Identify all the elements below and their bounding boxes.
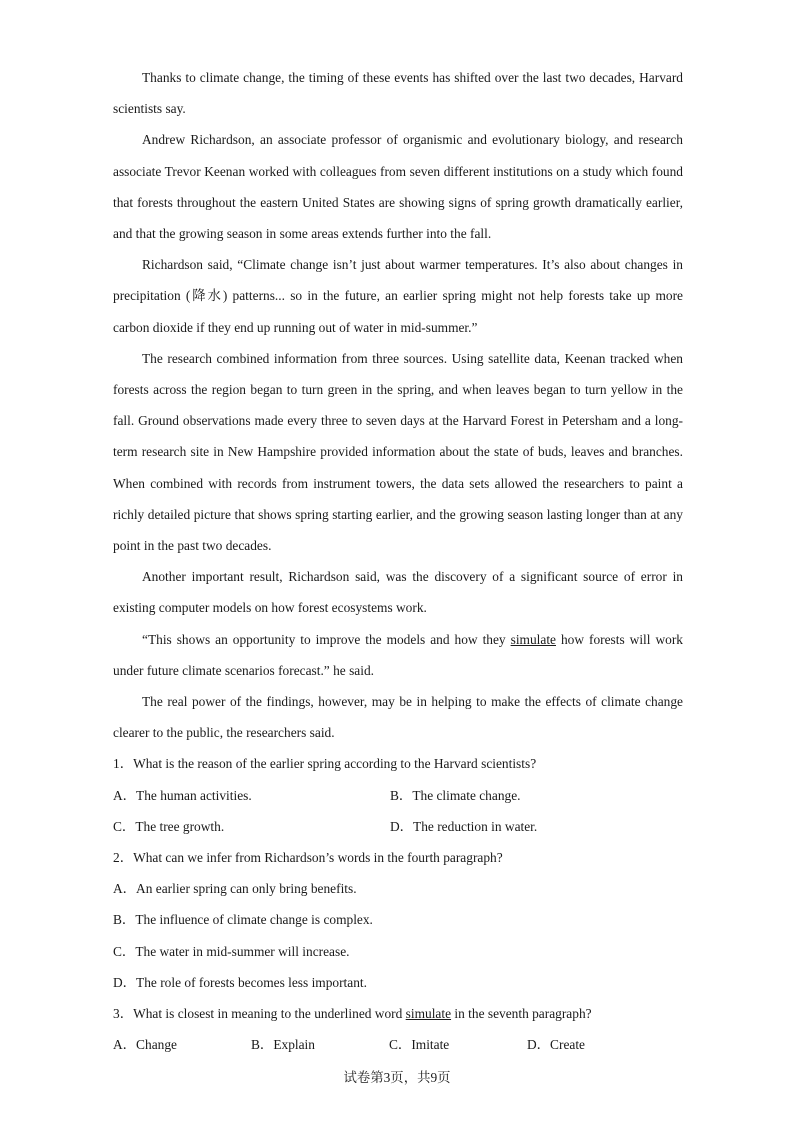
question-3-option-c: C．Imitate xyxy=(389,1037,450,1053)
question-2-option-a: A．An earlier spring can only bring benefits. xyxy=(113,881,357,897)
question-1-options-row-2 xyxy=(113,811,683,842)
question-3-option-a: A．Change xyxy=(113,1037,177,1053)
passage-paragraph-5: Another important result, Richardson said, was the discovery of a significant source of error in existing computer models on how forest ecosystems work. xyxy=(113,569,683,616)
question-1-option-b: B．The climate change. xyxy=(390,787,521,803)
p6-text-before: “This shows an opportunity to improve the models and how they xyxy=(142,631,511,647)
question-1-options-row-1 xyxy=(113,780,683,811)
question-3-option-d: D．Create xyxy=(527,1037,586,1053)
question-2-stem: 2．What can we infer from Richardson’s words in the fourth paragraph? xyxy=(113,850,503,866)
question-3-stem xyxy=(113,998,683,1029)
passage-paragraph-2: Andrew Richardson, an associate professor of organismic and evolutionary biology, and research associate Trevor Keenan worked with colleagues from seven different institutions on a study which found that forests throughout the eastern United States are showing signs of spring growth dramatically earlier, and that the growing season in some areas extends further into the fall. xyxy=(113,132,683,242)
passage-paragraph-6 xyxy=(113,624,683,686)
question-2-option-b: B．The influence of climate change is complex. xyxy=(113,912,373,928)
page-footer: 试卷第3页，共9页 xyxy=(343,1070,451,1085)
underlined-word-simulate: simulate xyxy=(510,631,556,647)
q3-stem-before: 3．What is closest in meaning to the underlined word xyxy=(113,1006,406,1022)
passage-paragraph-1: Thanks to climate change, the timing of these events has shifted over the last two decades, Harvard scientists say. xyxy=(113,70,683,117)
question-1-option-c: C．The tree growth. xyxy=(113,818,225,834)
question-3-options-row xyxy=(113,1029,683,1060)
question-1-option-d: D．The reduction in water. xyxy=(390,818,538,834)
question-2-option-d: D．The role of forests becomes less important. xyxy=(113,974,367,990)
question-1-stem: 1．What is the reason of the earlier spring according to the Harvard scientists? xyxy=(113,756,537,772)
p6-text-after: how forests will work under future climate scenarios forecast.” he said. xyxy=(113,631,683,678)
q3-underlined-word: simulate xyxy=(405,1006,452,1022)
passage-paragraph-7: The real power of the findings, however, may be in helping to make the effects of climate change clearer to the public, the researchers said. xyxy=(113,694,683,741)
q3-stem-after: in the seventh paragraph? xyxy=(451,1006,592,1022)
question-3-option-b: B．Explain xyxy=(251,1037,315,1053)
page-content xyxy=(113,62,683,1061)
passage-paragraph-3: Richardson said, “Climate change isn’t just about warmer temperatures. It’s also about changes in precipitation (降水) patterns... so in the future, an earlier spring might not help forests take up more carbon dioxide if they end up running out of water in mid-summer.” xyxy=(113,257,683,335)
question-2-option-c: C．The water in mid-summer will increase. xyxy=(113,943,350,959)
question-1-option-a: A．The human activities. xyxy=(113,787,252,803)
passage-paragraph-4: The research combined information from three sources. Using satellite data, Keenan tracked when forests across the region began to turn green in the spring, and when leaves began to turn yellow in the fall. Ground observations made every three to seven days at the Harvard Forest in Petersham and a long-term research site in New Hampshire provided information about the state of buds, leaves and branches. When combined with records from instrument towers, the data sets allowed the researchers to paint a richly detailed picture that shows spring starting earlier, and the growing season lasting longer than at any point in the past two decades. xyxy=(113,350,683,554)
